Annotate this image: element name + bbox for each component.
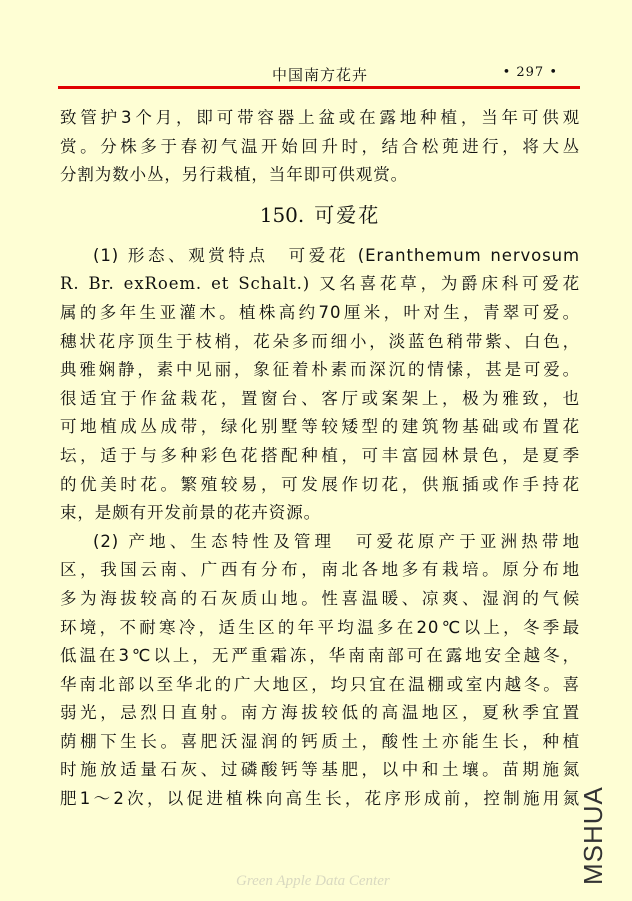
text-line: 肥1～2次，以促进植株向高生长，花序形成前，控制施用氮: [60, 789, 580, 809]
running-header: [60, 62, 580, 84]
section-number: 150.: [259, 202, 305, 227]
text-line: 的优美时花。繁殖较易，可发展作切花，供瓶插或作手持花: [60, 474, 580, 494]
side-watermark: MSHUA: [578, 786, 608, 885]
text-line: R. Br. exRoem. et Schalt.) 又名喜花草，为爵床科可爱花: [60, 274, 580, 294]
text-line: 属的多年生亚灌木。植株高约70厘米，叶对生，青翠可爱。: [60, 302, 580, 322]
text-line: 赏。分株多于春初气温开始回升时，结合松蔸进行，将大丛: [60, 136, 580, 156]
text-line: 区，我国云南、广西有分布，南北各地多有栽培。原分布地: [60, 560, 580, 580]
text-line: 荫棚下生长。喜肥沃湿润的钙质土，酸性土亦能生长，种植: [60, 731, 580, 751]
text-line: 低温在3℃以上，无严重霜冻，华南南部可在露地安全越冬，: [60, 646, 580, 666]
text-line: 很适宜于作盆栽花，置窗台、客厅或案架上，极为雅致，也: [60, 388, 580, 408]
running-title: 中国南方花卉: [272, 66, 369, 84]
text-line: 环境，不耐寒冷，适生区的年平均温多在20℃以上，冬季最: [60, 617, 580, 637]
text-line: 时施放适量石灰、过磷酸钙等基肥，以中和土壤。苗期施氮: [60, 760, 580, 780]
text-line: 坛，适于与多种彩色花搭配种植，可丰富园林景色，是夏季: [60, 445, 580, 465]
text-line: 多为海拔较高的石灰质山地。性喜温暖、凉爽、湿润的气候: [60, 588, 580, 608]
text-line: 束，是颇有开发前景的花卉资源。: [60, 503, 321, 523]
text-line: 华南北部以至华北的广大地区，均只宜在温棚或室内越冬。喜: [60, 674, 580, 694]
header-rule: [58, 86, 580, 89]
section-title: 可爱花: [314, 202, 381, 227]
text-line: 典雅娴静，素中见丽，象征着朴素而深沉的情愫，甚是可爱。: [60, 360, 580, 380]
text-line: 弱光，忌烈日直射。南方海拔较低的高温地区，夏秋季宜置: [60, 703, 580, 723]
page-number: • 297 •: [502, 65, 558, 80]
text-line: 可地植成丛成带，绿化别墅等较矮型的建筑物基础或布置花: [60, 417, 580, 437]
text-line: 分割为数小丛，另行栽植，当年即可供观赏。: [60, 165, 408, 185]
text-line: 穗状花序顶生于枝梢，花朵多而细小，淡蓝色稍带紫、白色，: [60, 331, 580, 351]
text-line: (2) 产地、生态特性及管理 可爱花原产于亚洲热带地: [93, 531, 580, 551]
text-line: 致管护3个月，即可带容器上盆或在露地种植，当年可供观: [60, 108, 580, 127]
page-body: [60, 104, 580, 814]
bottom-watermark: Green Apple Data Center: [236, 873, 390, 889]
section-heading: [60, 194, 580, 236]
text-line: (1) 形态、观赏特点 可爱花 (Eranthemum nervosum: [93, 245, 580, 265]
